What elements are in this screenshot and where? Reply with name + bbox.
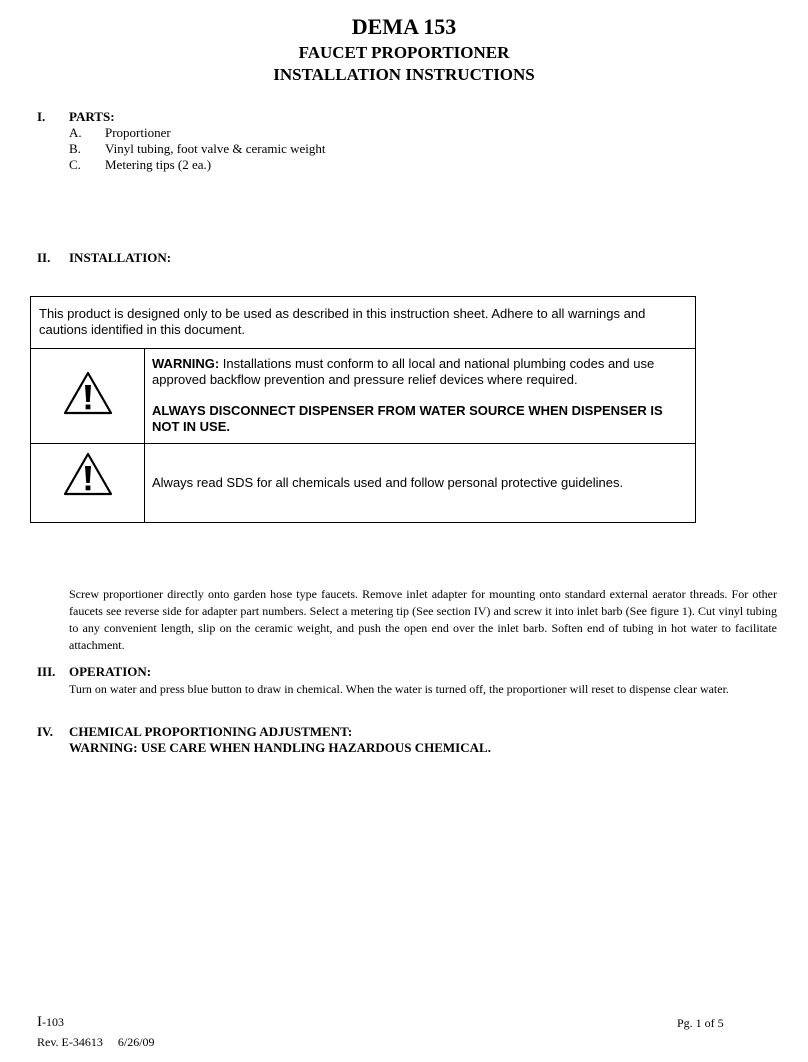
revision-info: Rev. E-34613 6/26/09	[37, 1035, 155, 1049]
document-code	[37, 1014, 64, 1031]
part-letter: A.	[69, 125, 82, 140]
safety-notice-box	[30, 296, 696, 523]
adjustment-warning: WARNING: USE CARE WHEN HANDLING HAZARDOUS CHEMICAL.	[69, 740, 491, 755]
document-code-prefix: I	[37, 1014, 42, 1030]
part-item: Metering tips (2 ea.)	[105, 157, 212, 172]
section-number-installation: II.	[37, 250, 51, 265]
warning-icon-cell	[31, 444, 145, 522]
warning-text-plumbing	[152, 356, 685, 435]
warning-icon-cell	[31, 349, 145, 443]
section-heading-adjustment: CHEMICAL PROPORTIONING ADJUSTMENT:	[69, 724, 353, 739]
warning-disconnect: ALWAYS DISCONNECT DISPENSER FROM WATER SOURCE WHEN DISPENSER IS NOT IN USE.	[152, 403, 663, 434]
safety-notice-intro: This product is designed only to be used as described in this instruction sheet. Adhere to all warnings and cautions identified in this document.	[31, 297, 695, 349]
section-heading-parts: PARTS:	[69, 109, 115, 124]
installation-instructions: Screw proportioner directly onto garden hose type faucets. Remove inlet adapter for mounting onto standard external aerator threads. For other faucets see reverse side for adapter part numbers. Select a metering tip (See section IV) and screw it into inlet barb (See figure 1). Cut vinyl tubing to any convenient length, slip on the ceramic weight, and push the open end over the inlet barb. Soften end of tubing in hot water to facilitate attachment.	[69, 587, 777, 652]
warning-row-sds	[31, 444, 695, 522]
warning-text-sds: Always read SDS for all chemicals used and follow personal protective guidelines.	[152, 475, 624, 490]
document-type: INSTALLATION INSTRUCTIONS	[273, 65, 535, 84]
part-letter: C.	[69, 157, 81, 172]
section-heading-operation: OPERATION:	[69, 664, 152, 679]
warning-triangle-icon	[63, 452, 113, 496]
document-subtitle: FAUCET PROPORTIONER	[298, 43, 510, 62]
warning-body: Installations must conform to all local and national plumbing codes and use approved backflow prevention and pressure relief devices where required.	[152, 356, 655, 387]
warning-label: WARNING:	[152, 356, 220, 371]
operation-instructions: Turn on water and press blue button to draw in chemical. When the water is turned off, the proportioner will reset to dispense clear water.	[69, 682, 729, 696]
part-item: Proportioner	[105, 125, 171, 140]
page-number: Pg. 1 of 5	[677, 1016, 724, 1030]
section-number-operation: III.	[37, 664, 56, 679]
warning-triangle-icon	[63, 371, 113, 415]
section-heading-installation: INSTALLATION:	[69, 250, 172, 265]
document-title: DEMA 153	[351, 14, 457, 39]
document-code-number: -103	[42, 1015, 64, 1029]
part-letter: B.	[69, 141, 81, 156]
section-number-adjustment: IV.	[37, 724, 54, 739]
warning-row-plumbing	[31, 349, 695, 444]
section-number-parts: I.	[37, 109, 46, 124]
part-item: Vinyl tubing, foot valve & ceramic weight	[105, 141, 326, 156]
